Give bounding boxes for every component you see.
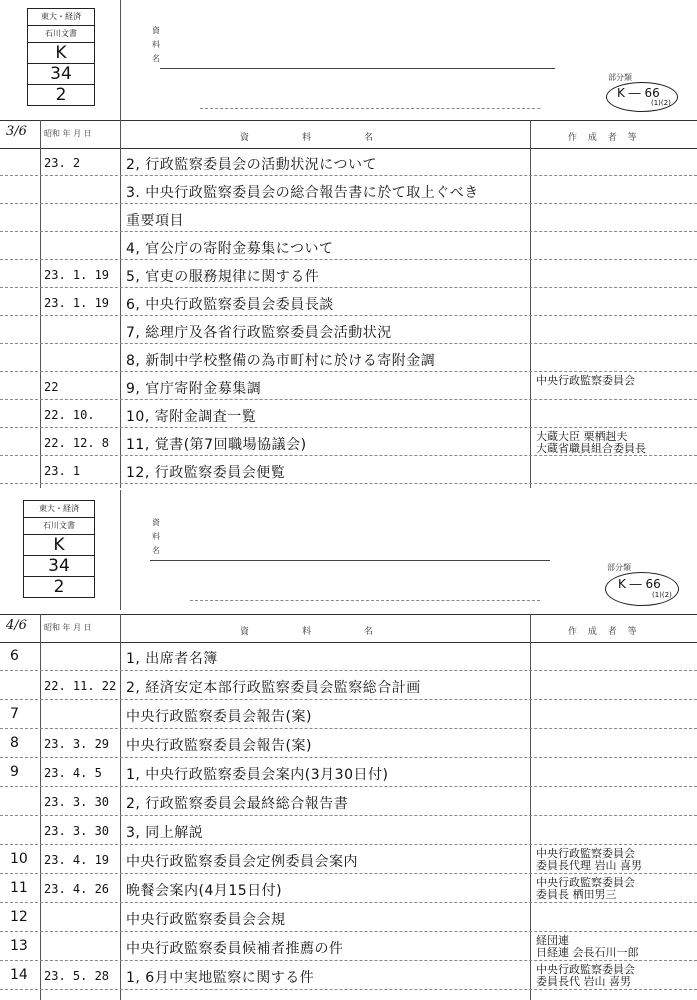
name-col-header-1: 資 料 名 — [240, 133, 396, 143]
row-creator: 中央行政監察委員会 — [536, 374, 635, 387]
row-side-number: 7 — [10, 706, 19, 722]
row-document-name: 1, 中央行政監察委員会案内(3月30日付) — [126, 767, 389, 783]
row-rule — [0, 483, 697, 484]
row-document-name: 2, 経済安定本部行政監察委員会監察総合計画 — [126, 680, 421, 696]
row-date: 23. 5. 28 — [44, 969, 110, 983]
doc-name-label-2: 資料名 — [152, 518, 160, 555]
label-code2: 34 — [28, 64, 94, 85]
row-date: 23. 1. 19 — [44, 296, 110, 310]
row-date: 23. 3. 30 — [44, 824, 110, 838]
row-side-number: 11 — [10, 880, 28, 896]
row-side-number: 6 — [10, 648, 19, 664]
row-document-name: 中央行政監察委員会定例委員会案内 — [126, 854, 358, 870]
label-collection: 石川文書 — [24, 518, 94, 535]
row-document-name: 9, 官庁寄附金募集調 — [126, 381, 262, 397]
row-rule — [0, 699, 697, 700]
row-creator: 中央行政監察委員会 委員長 栖田男三 — [536, 876, 635, 901]
row-rule — [0, 931, 697, 932]
row-rule — [0, 728, 697, 729]
row-document-name: 8, 新制中学校整備の為市町村に於ける寄附金調 — [126, 353, 436, 369]
class-no-2: K ― 66 — [618, 577, 661, 591]
row-document-name: 3, 同上解説 — [126, 825, 204, 841]
row-creator: 中央行政監察委員会 委員長代理 岩山 喜男 — [536, 847, 642, 872]
row-rule — [0, 786, 697, 787]
row-rule — [0, 670, 697, 671]
row-document-name: 晩餐会案内(4月15日付) — [126, 883, 283, 899]
row-creator: 大蔵大臣 栗栖赳夫 大蔵省職員組合委員長 — [536, 430, 646, 455]
row-document-name: 中央行政監察委員会会規 — [126, 912, 286, 928]
label-code3: 2 — [55, 85, 67, 105]
archive-label-1 — [27, 8, 95, 106]
row-rule — [0, 399, 697, 400]
row-date: 22. 11. 22 — [44, 679, 117, 693]
row-document-name: 5, 官吏の服務規律に関する件 — [126, 269, 320, 285]
row-date: 23. 4. 5 — [44, 766, 102, 780]
creator-col-header-2: 作 成 者 等 — [568, 627, 641, 637]
row-rule — [0, 231, 697, 232]
date-col-header-2: 昭和 年 月 日 — [44, 623, 92, 632]
row-rule — [0, 455, 697, 456]
row-document-name: 7, 総理庁及各省行政監察委員会活動状況 — [126, 325, 392, 341]
row-date: 23. 4. 26 — [44, 882, 110, 896]
row-date: 23. 3. 30 — [44, 795, 110, 809]
row-rule — [0, 815, 697, 816]
label-top: 東大・経済 — [28, 9, 94, 26]
row-side-number: 12 — [10, 909, 28, 925]
label-code3: 2 — [53, 577, 65, 597]
row-creator: 中央行政監察委員会 委員長代 岩山 喜男 — [536, 963, 635, 988]
date-col-header-1: 昭和 年 月 日 — [44, 129, 92, 138]
row-side-number: 9 — [10, 764, 19, 780]
class-label-1: 部分類 — [608, 73, 632, 82]
row-document-name: 中央行政監察委員候補者推薦の件 — [126, 941, 344, 957]
row-side-number: 14 — [10, 967, 28, 983]
class-sub-2: (1)(2) — [652, 591, 672, 599]
row-document-name: 重要項目 — [126, 213, 184, 229]
page-mark-2: 4/6 — [6, 618, 27, 633]
row-date: 22 — [44, 380, 59, 394]
doc-name-label-1: 資料名 — [152, 26, 160, 63]
row-date: 22. 12. 8 — [44, 436, 110, 450]
row-rule — [0, 343, 697, 344]
class-no-1: K ― 66 — [617, 86, 660, 100]
row-document-name: 1, 出席者名簿 — [126, 651, 218, 667]
class-sub-1: (1)(2) — [651, 99, 671, 107]
row-rule — [0, 175, 697, 176]
label-top: 東大・経済 — [24, 501, 94, 518]
row-document-name: 2, 行政監察委員会最終総合報告書 — [126, 796, 349, 812]
class-oval-1 — [606, 82, 678, 112]
row-rule — [0, 259, 697, 260]
row-rule — [0, 203, 697, 204]
row-date: 23. 4. 19 — [44, 853, 110, 867]
label-code1: K — [24, 535, 94, 556]
row-side-number: 10 — [10, 851, 28, 867]
row-rule — [0, 844, 697, 845]
page-mark-1: 3/6 — [6, 124, 27, 139]
row-rule — [0, 427, 697, 428]
row-date: 23. 1. 19 — [44, 268, 110, 282]
row-document-name: 2, 行政監察委員会の活動状況について — [126, 157, 378, 173]
row-rule — [0, 902, 697, 903]
row-rule — [0, 757, 697, 758]
row-rule — [0, 315, 697, 316]
row-document-name: 1, 6月中実地監察に関する件 — [126, 970, 315, 986]
row-rule — [0, 287, 697, 288]
row-rule — [0, 989, 697, 990]
row-rule — [0, 960, 697, 961]
name-col-header-2: 資 料 名 — [240, 627, 396, 637]
label-code1: K — [28, 43, 94, 64]
row-date: 22. 10. — [44, 408, 95, 422]
row-rule — [0, 873, 697, 874]
row-date: 23. 1 — [44, 464, 81, 478]
row-date: 23. 3. 29 — [44, 737, 110, 751]
label-collection: 石川文書 — [28, 26, 94, 43]
row-document-name: 6, 中央行政監察委員会委員長談 — [126, 297, 334, 313]
creator-col-header-1: 作 成 者 等 — [568, 133, 641, 143]
row-document-name: 3. 中央行政監察委員会の総合報告書に於て取上ぐべき — [126, 185, 479, 201]
class-oval-2 — [605, 572, 679, 606]
row-date: 23. 2 — [44, 156, 81, 170]
row-document-name: 4, 官公庁の寄附金募集について — [126, 241, 334, 257]
row-side-number: 8 — [10, 735, 19, 751]
row-document-name: 10, 寄附金調査一覧 — [126, 409, 257, 425]
class-label-2: 部分類 — [607, 563, 631, 572]
label-code2: 34 — [24, 556, 94, 577]
row-side-number: 13 — [10, 938, 28, 954]
row-document-name: 12, 行政監察委員会便覧 — [126, 465, 286, 481]
row-rule — [0, 371, 697, 372]
row-document-name: 中央行政監察委員会報告(案) — [126, 738, 312, 754]
row-creator: 経団連 日経連 会長石川一郎 — [536, 934, 639, 959]
archive-label-2 — [23, 500, 95, 598]
row-document-name: 中央行政監察委員会報告(案) — [126, 709, 312, 725]
row-document-name: 11, 覚書(第7回職場協議会) — [126, 437, 307, 453]
